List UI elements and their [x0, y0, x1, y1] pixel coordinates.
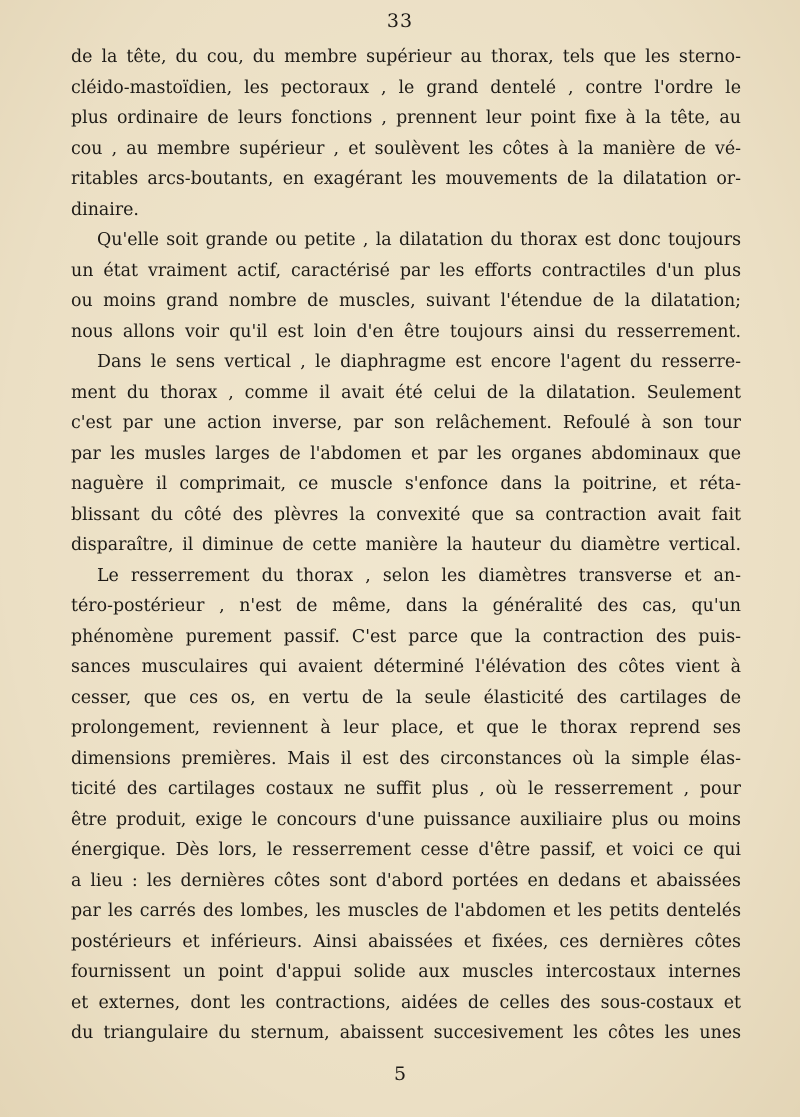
text-line: ticité des cartilages costaux ne suffit plus , où le resserrement , pour — [71, 779, 741, 799]
text-line: disparaître, il diminue de cette manière la hauteur du diamètre vertical. — [71, 535, 741, 555]
text-line: Dans le sens vertical , le diaphragme est encore l'agent du resserre- — [97, 352, 741, 372]
text-line: Qu'elle soit grande ou petite , la dilatation du thorax est donc toujours — [97, 230, 741, 250]
text-line: cesser, que ces os, en vertu de la seule élasticité des cartilages de — [71, 687, 741, 708]
text-line: Le resserrement du thorax , selon les diamètres transverse et an- — [97, 565, 741, 586]
text-line: prolongement, reviennent à leur place, et que le thorax reprend ses — [71, 718, 741, 738]
text-line: plus ordinaire de leurs fonctions , prennent leur point fixe à la tête, au — [71, 108, 741, 128]
text-line: être produit, exige le concours d'une puissance auxiliaire plus ou moins — [71, 809, 741, 830]
text-line: ritables arcs-boutants, en exagérant les mouvements de la dilatation or- — [71, 169, 741, 189]
signature-mark: 5 — [393, 1063, 407, 1085]
text-line: sances musculaires qui avaient déterminé l'élévation des côtes vient à — [71, 657, 741, 677]
text-line: du triangulaire du sternum, abaissent succesivement les côtes les unes — [71, 1023, 741, 1043]
text-line: par les musles larges de l'abdomen et par les organes abdominaux que — [71, 443, 741, 464]
text-line: fournissent un point d'appui solide aux muscles intercostaux internes — [71, 962, 741, 982]
text-line: ou moins grand nombre de muscles, suivant l'étendue de la dilatation; — [71, 291, 741, 311]
text-line: énergique. Dès lors, le resserrement cesse d'être passif, et voici ce qui — [71, 840, 741, 860]
text-line: c'est par une action inverse, par son relâchement. Refoulé à son tour — [71, 413, 741, 433]
text-line: dimensions premières. Mais il est des circonstances où la simple élas- — [71, 748, 741, 769]
page-number: 33 — [386, 10, 414, 32]
text-line: phénomène purement passif. C'est parce que la contraction des puis- — [71, 626, 741, 647]
text-line: cléido-mastoïdien, les pectoraux , le grand dentelé , contre l'ordre le — [71, 77, 741, 98]
text-line: dinaire. — [71, 199, 139, 220]
text-line: a lieu : les dernières côtes sont d'abord portées en dedans et abaissées — [71, 870, 741, 891]
text-line: nous allons voir qu'il est loin d'en être toujours ainsi du resserrement. — [71, 321, 741, 342]
text-line: ment du thorax , comme il avait été celui de la dilatation. Seulement — [71, 382, 741, 403]
text-line: de la tête, du cou, du membre supérieur au thorax, tels que les sterno- — [71, 47, 741, 67]
text-line: par les carrés des lombes, les muscles de l'abdomen et les petits dentelés — [71, 901, 741, 921]
text-line: et externes, dont les contractions, aidées de celles des sous-costaux et — [71, 992, 741, 1013]
text-line: téro-postérieur , n'est de même, dans la généralité des cas, qu'un — [71, 596, 741, 616]
text-line: naguère il comprimait, ce muscle s'enfonce dans la poitrine, et réta- — [71, 474, 741, 494]
text-line: postérieurs et inférieurs. Ainsi abaissées et fixées, ces dernières côtes — [71, 931, 741, 952]
text-line: un état vraiment actif, caractérisé par les efforts contractiles d'un plus — [71, 260, 741, 281]
text-line: blissant du côté des plèvres la convexité que sa contraction avait fait — [71, 504, 741, 525]
text-line: cou , au membre supérieur , et soulèvent les côtes à la manière de vé- — [71, 138, 741, 159]
